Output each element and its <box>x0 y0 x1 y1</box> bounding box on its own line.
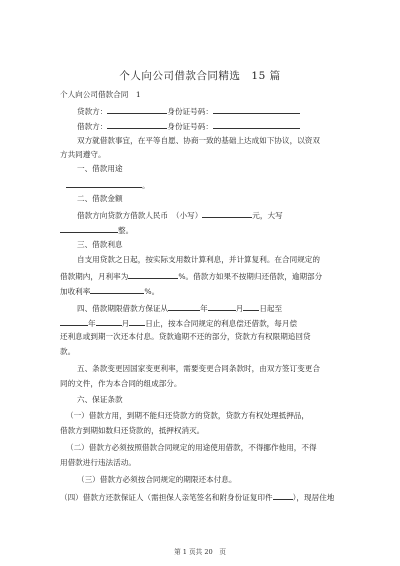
section-3-line-1: 自支用贷款之日起，按实际支用数计算利息，并计算复利。在合同规定的 <box>77 255 320 264</box>
start-year-blank <box>168 302 200 311</box>
section-6-clause-1-line-1: （一）借款方用，到期不能归还贷款方的贷款，贷款方有权处理抵押品， <box>66 411 309 420</box>
section-4-line-2: 年 月 日止，按本合同规定的利息偿还借款，每月偿 <box>60 317 297 329</box>
section-6-clause-1-line-2: 借款方到期如数归还贷款的，抵押权消灭。 <box>60 426 205 435</box>
document-title: 个人向公司借款合同精选 15 篇 <box>119 70 281 82</box>
section-6-heading: 六、保证条款 <box>77 395 123 404</box>
section-6-clause-4: （四）借款方还款保证人（需担保人亲笔签名和附身份证复印件 ），现居住地 <box>60 493 335 502</box>
end-month-blank <box>96 317 122 326</box>
section-6-clause-2-line-2: 用借款进行违法活动。 <box>60 458 136 467</box>
borrower-label: 贷款方： <box>77 107 108 116</box>
section-3-line-2: 借款期内，月利率为 %。借款方如果不按期归还借款，逾期部分 <box>60 272 323 281</box>
section-5-line-1: 五、条款变更因国家变更利率，需要变更合同条款时，由双方签订变更合 <box>77 364 320 373</box>
end-year-blank <box>60 317 88 326</box>
section-6-clause-3: （三）借款方必须按合同规定的期限还本付息。 <box>77 475 237 484</box>
section-4-line-1: 四、借款期限借款方保证从 年 月 日起至 <box>77 304 283 313</box>
section-3-line-3: 加收利率 %。 <box>60 287 160 296</box>
lender-label: 借款方： <box>77 122 108 131</box>
section-5-line-2: 同的文件，作为本合同的组成部分。 <box>60 379 182 388</box>
section-1-purpose-line <box>66 179 150 191</box>
section-1-heading: 一、借款用途 <box>77 164 123 173</box>
lender-name-blank <box>107 120 167 129</box>
section-3-heading: 三、借款利息 <box>77 240 123 249</box>
borrower-line <box>77 105 300 117</box>
purpose-blank <box>66 179 142 188</box>
preamble-line-1: 双方就借款事宜，在平等自愿、协商一致的基础上达成如下协议，以资双 <box>77 136 320 145</box>
start-day-blank <box>243 302 259 311</box>
borrower-id-label: 身份证号码： <box>167 107 213 116</box>
lender-id-label: 身份证号码： <box>167 122 213 131</box>
lender-id-blank <box>213 120 300 129</box>
page-footer: 第 1 页共 20 页 <box>174 548 226 556</box>
section-2-heading: 二、借款金额 <box>77 194 123 203</box>
start-month-blank <box>208 302 236 311</box>
section-4-line-4: 款。 <box>60 347 76 356</box>
monthly-rate-blank <box>128 270 178 279</box>
borrower-name-blank <box>107 105 167 114</box>
contract-subtitle: 个人向公司借款合同 1 <box>60 90 141 99</box>
amount-digits-blank <box>202 209 252 218</box>
purpose-end: 。 <box>142 181 150 190</box>
guarantor-blank <box>273 491 293 500</box>
amount-words-blank <box>60 224 118 233</box>
penalty-rate-blank <box>90 285 144 294</box>
section-2-uppercase-line: 整。 <box>60 224 133 236</box>
preamble-line-2: 方共同遵守。 <box>60 150 106 159</box>
section-6-clause-2-line-1: （二）借款方必须按照借款合同规定的用途使用借款，不得挪作他用，不得 <box>66 443 317 452</box>
end-day-blank <box>129 317 145 326</box>
section-2-amount-line: 借款方向贷款方借款人民币 （小写） 元，大写 <box>77 211 283 220</box>
lender-line <box>77 120 300 132</box>
section-4-line-3: 还利息或到期一次还本付息。贷款逾期不还的部分，贷款方有权限期追回贷 <box>60 332 311 341</box>
borrower-id-blank <box>213 105 300 114</box>
